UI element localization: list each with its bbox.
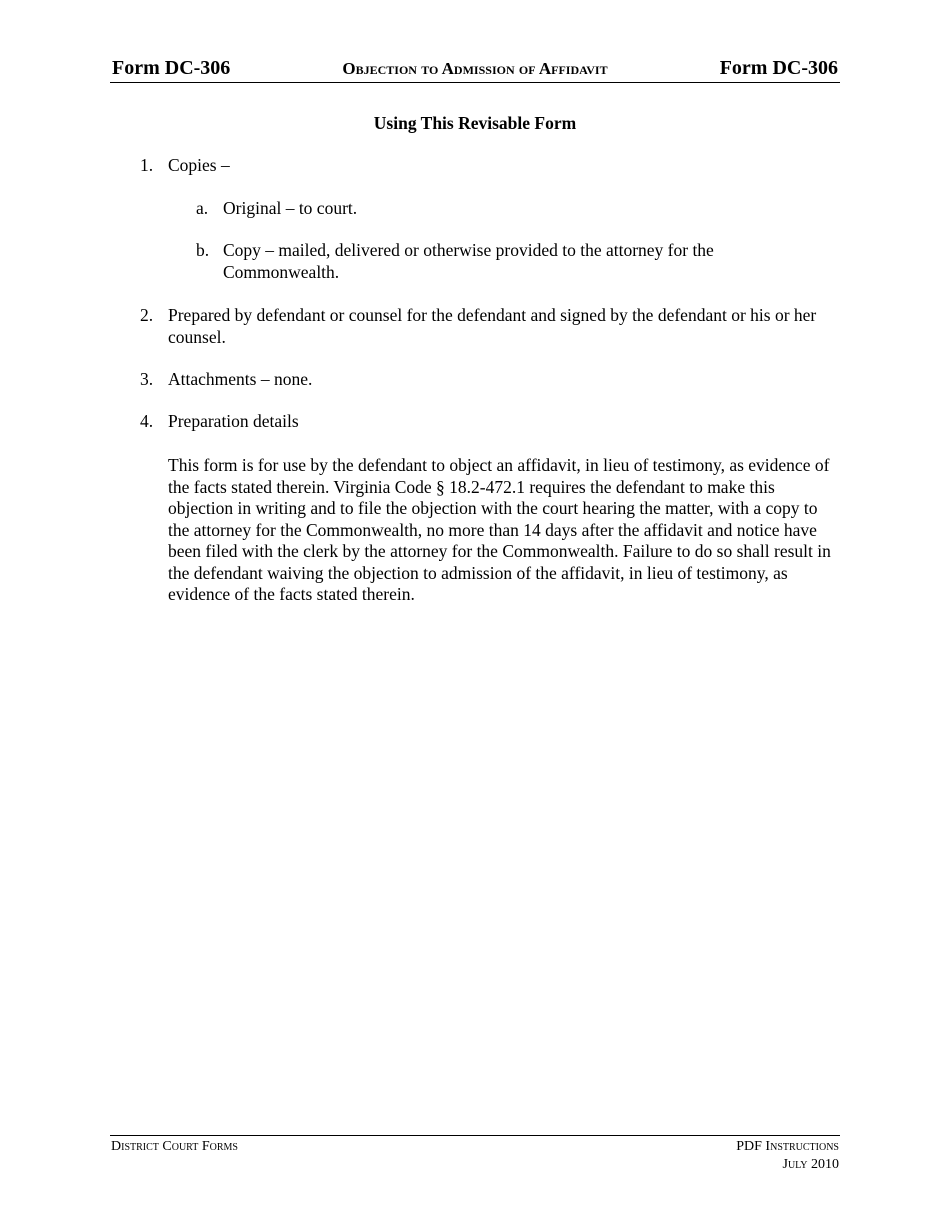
list-item-text: Preparation details [168,411,299,431]
page-header [110,56,840,83]
list-item-text: Copies – [168,155,230,175]
sub-item-letter: a. [196,198,209,218]
list-item-number: 3. [140,369,154,389]
sub-item-text: Copy – mailed, delivered or otherwise provided to the attorney for the Commonwealth. [223,240,714,282]
list-item-number: 4. [140,411,154,431]
footer-date: July 2010 [782,1157,839,1172]
sub-item-text: Original – to court. [223,198,358,218]
list-item-number: 2. [140,305,154,325]
list-item-text: Prepared by defendant or counsel for the defendant and signed by the defendant or his or her counsel. [168,305,817,347]
sub-item-letter: b. [196,240,210,260]
list-item-number: 1. [140,155,154,175]
form-number-left: Form DC-306 [112,57,231,79]
preparation-paragraph: This form is for use by the defendant to object an affidavit, in lieu of testimony, as evidence of the facts stated therein. Virginia Code § 18.2-472.1 requires the defendant to make this objection in writing and to file the objection with the court hearing the matter, with a copy to the attorney for the Commonwealth, no more than 14 days after the affidavit and notice have been filed with the clerk by the attorney for the Commonwealth. Failure to do so shall result in the defendant waiving the objection to admission of the affidavit, in lieu of testimony, as evidence of the facts stated therein. [168,455,831,604]
list-item-text: Attachments – none. [168,369,313,389]
form-title: Objection to Admission of Affidavit [342,59,608,78]
form-number-right: Form DC-306 [719,57,838,79]
footer-right [736,1138,839,1174]
footer-instructions-label: PDF Instructions [736,1139,839,1154]
footer-left: District Court Forms [111,1139,238,1154]
section-title: Using This Revisable Form [373,113,577,133]
footer-divider [110,1135,840,1136]
